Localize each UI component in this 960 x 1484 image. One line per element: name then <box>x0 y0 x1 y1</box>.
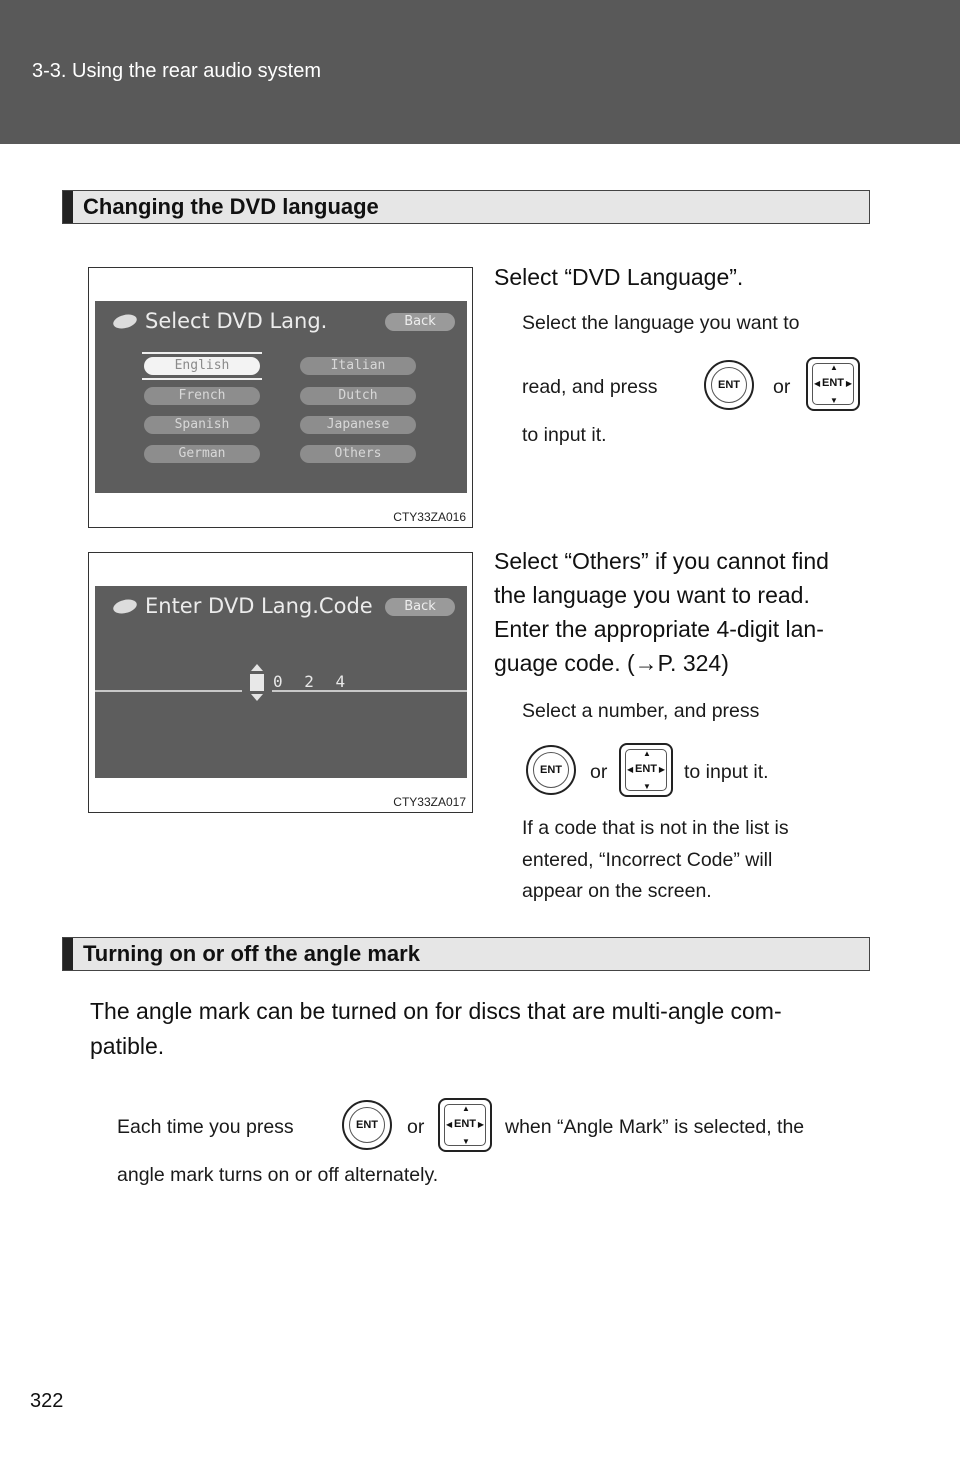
step-2-note-line-3: appear on the screen. <box>522 880 712 902</box>
divider-left <box>95 690 242 692</box>
page-header <box>0 0 960 144</box>
entered-code-digits: 0 2 4 <box>273 672 352 691</box>
or-text: or <box>773 376 791 398</box>
selection-line-top <box>142 352 262 354</box>
ent-pad-icon: ▲ ▼ ◀ ▶ ENT <box>619 743 673 797</box>
section-title: Turning on or off the angle mark <box>83 941 420 966</box>
step-2-line-2: the language you want to read. <box>494 582 810 608</box>
ent-pad-icon: ▲ ▼ ◀ ▶ ENT <box>438 1098 492 1152</box>
step-2-detail-line-1: Select a number, and press <box>522 700 760 722</box>
display-screen <box>95 586 467 778</box>
step-1-detail-line-2: read, and press <box>522 376 658 398</box>
step-2-line-4: guage code. (→P. 324) <box>494 650 729 676</box>
selection-line-bottom <box>142 378 262 380</box>
section-heading-dvd-language <box>62 190 870 224</box>
step-2-line-1: Select “Others” if you cannot find <box>494 548 829 574</box>
section-heading-angle-mark <box>62 937 870 971</box>
disc-icon <box>112 312 138 330</box>
language-italian-button[interactable]: Italian <box>300 357 416 375</box>
angle-mark-body-line-1: The angle mark can be turned on for discs that are multi-angle com- <box>90 998 782 1024</box>
screen-title: Select DVD Lang. <box>145 309 328 333</box>
back-button[interactable]: Back <box>385 313 455 331</box>
language-others-button[interactable]: Others <box>300 445 416 463</box>
digit-cursor[interactable] <box>250 674 264 691</box>
or-text: or <box>407 1116 425 1138</box>
figure-code: CTY33ZA016 <box>393 510 466 524</box>
decrement-arrow-icon[interactable] <box>251 694 263 701</box>
ent-knob-icon: ENT <box>342 1100 392 1150</box>
step-2-note-line-2: entered, “Incorrect Code” will <box>522 849 773 871</box>
ent-knob-icon: ENT <box>526 745 576 795</box>
ent-knob-icon: ENT <box>704 360 754 410</box>
or-text: or <box>590 761 608 783</box>
angle-note-part-2: when “Angle Mark” is selected, the <box>505 1116 805 1138</box>
language-german-button[interactable]: German <box>144 445 260 463</box>
figure-code: CTY33ZA017 <box>393 795 466 809</box>
language-english-button[interactable]: English <box>144 357 260 375</box>
language-french-button[interactable]: French <box>144 387 260 405</box>
disc-icon <box>112 597 138 615</box>
step-1-detail-line-1: Select the language you want to <box>522 312 800 334</box>
page-number: 322 <box>30 1390 64 1412</box>
step-2-note-line-1: If a code that is not in the list is <box>522 817 789 839</box>
language-dutch-button[interactable]: Dutch <box>300 387 416 405</box>
language-japanese-button[interactable]: Japanese <box>300 416 416 434</box>
increment-arrow-icon[interactable] <box>251 664 263 671</box>
ent-pad-icon: ▲ ▼ ◀ ▶ ENT <box>806 357 860 411</box>
step-2-detail-line-2: to input it. <box>684 761 769 783</box>
back-button[interactable]: Back <box>385 598 455 616</box>
angle-note-part-1: Each time you press <box>117 1116 294 1138</box>
screen-title: Enter DVD Lang.Code <box>145 594 373 618</box>
angle-note-line-2: angle mark turns on or off alternately. <box>117 1164 439 1186</box>
section-breadcrumb: 3-3. Using the rear audio system <box>32 60 322 82</box>
heading-marker <box>63 191 73 223</box>
section-title: Changing the DVD language <box>83 194 379 219</box>
screenshot-enter-lang-code <box>88 552 473 813</box>
display-screen <box>95 301 467 493</box>
step-1-detail-line-3: to input it. <box>522 424 607 446</box>
heading-marker <box>63 938 73 970</box>
step-1-instruction: Select “DVD Language”. <box>494 264 744 290</box>
language-spanish-button[interactable]: Spanish <box>144 416 260 434</box>
screenshot-select-dvd-lang <box>88 267 473 528</box>
angle-mark-body-line-2: patible. <box>90 1033 165 1059</box>
step-2-line-3: Enter the appropriate 4-digit lan- <box>494 616 824 642</box>
